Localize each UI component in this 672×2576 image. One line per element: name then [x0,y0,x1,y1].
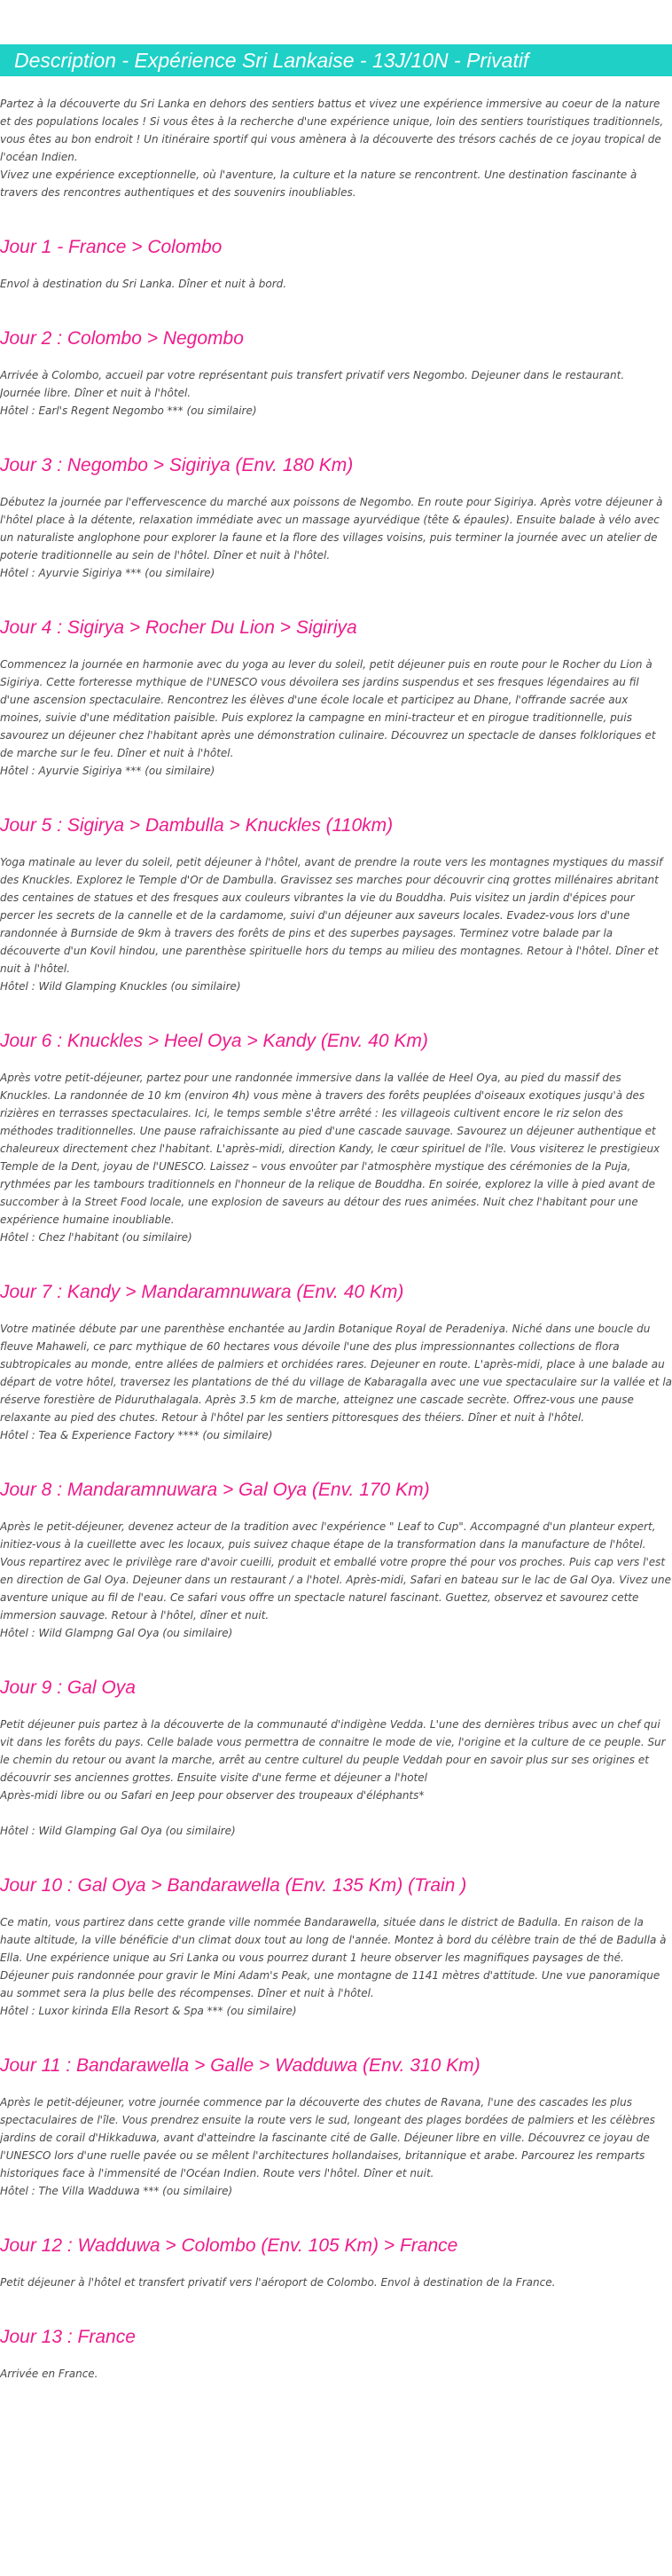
day-text-line: Après votre petit-déjeuner, partez pour une randonnée immersive dans la vallée de Heel Oya, au pied du massif des Knuckles. La randonnée de 10 km (environ 4h) vous mène à travers des forêts peuplées d'oiseaux exotiques jusqu'à des rizières en terrasses spectaculaires. Ici, le temps semble s'être arrêté : les villageois cultivent encore le riz selon des méthodes traditionnelles. Une pause rafraichissante au pied d'une cascade sauvage. Savourez un déjeuner authentique et chaleureux directement chez l'habitant. L'après-midi, direction Kandy, le cœur spirituel de l'île. Vous visiterez le prestigieux Temple de la Dent, joyau de l'UNESCO. Laissez – vous envoûter par l'atmosphère mystique des cérémonies de la Puja, rythmées par les tambours traditionnels en l'honneur de la relique de Bouddha. En soirée, explorez la ville à pied avant de succomber à la Street Food locale, une explosion de saveurs au détour des rues animées. Nuit chez l'habitant pour une expérience humaine inoubliable. [0,1072,660,1226]
day-text-line: Hôtel : Ayurvie Sigiriya *** (ou similaire) [0,567,215,579]
day-description [0,275,672,293]
spacer [0,259,672,275]
day-section [0,327,672,420]
day-title: Jour 7 : Kandy > Mandaramnuwara (Env. 40 Km) [0,1282,404,1302]
spacer [0,2349,672,2365]
day-description [0,1913,672,2020]
day-description [0,656,672,780]
day-description [0,1320,672,1444]
spacer [0,201,672,236]
spacer [0,995,672,1030]
day-text-line: Votre matinée débute par une parenthèse enchantée au Jardin Botanique Royal de Peradeniya. Niché dans une boucle du fleuve Mahaweli, ce parc mythique de 60 hectares vous dévoile l'une des plus impressionnantes collections de flora subtropicales au monde, entre allées de palmiers et orchidées rares. Dejeuner en route. L'après-midi, place à une balade au départ de votre hôtel, traversez les plantations de thé du village de Kabaragalla avec une vue spectaculaire sur la vallée et la réserve forestière de Piduruthalagala. Après 3.5 km de marche, atteignez une cascade secrète. Offrez-vous une pause relaxante au pied des chutes. Retour à l'hôtel par les sentiers pittoresques des théiers. Dîner et nuit à l'hôtel. [0,1323,672,1424]
day-title: Jour 9 : Gal Oya [0,1677,136,1698]
day-text-line: Après le petit-déjeuner, votre journée commence par la découverte des chutes de Ravana, l'une des cascades les plus spectaculaires de l'île. Vous prendrez ensuite la route vers le sud, longeant des plages bordées de palmiers et les célèbres jardins de corail d'Hikkaduwa, avant d'atteindre la fascinante cité de Galle. Déjeuner libre en ville. Découvrez ce joyau de l'UNESCO lors d'une ruelle pavée ou se mêlent l'architectures hollandaises, britannique et arabe. Parcourez les remparts historiques face à l'immensité de l'Océan Indien. Route vers l'hôtel. Dîner et nuit. [0,2096,655,2179]
day-text-line: Arrivée en France. [0,2368,98,2380]
spacer [0,780,672,814]
day-text-line: Hôtel : Wild Glampng Gal Oya (ou similaire) [0,1627,233,1639]
day-title: Jour 12 : Wadduwa > Colombo (Env. 105 Km) > France [0,2235,458,2256]
day-text-line: Journée libre. Dîner et nuit à l'hôtel. [0,387,191,399]
day-title: Jour 8 : Mandaramnuwara > Gal Oya (Env. 170 Km) [0,1480,430,1500]
day-text-line: Petit déjeuner à l'hôtel et transfert privatif vers l'aéroport de Colombo. Envol à destination de la France. [0,2276,556,2289]
day-title: Jour 2 : Colombo > Negombo [0,328,244,349]
intro-paragraph: Partez à la découverte du Sri Lanka en dehors des sentiers battus et vivez une expérience immersive au coeur de la nature et des populations locales ! Si vous êtes à la recherche d'une expérience unique, loin des sentiers touristiques traditionnels, vous êtes au bon endroit ! Un itinéraire sportif qui vous amènera à la découverte des trésors cachés de ce joyau tropical de l'océan Indien. [0,98,664,163]
day-title: Jour 4 : Sigirya > Rocher Du Lion > Sigiriya [0,617,357,638]
day-section [0,1677,672,1840]
intro-paragraph: Vivez une expérience exceptionnelle, où l'aventure, la culture et la nature se rencontrent. Une destination fascinante à travers des rencontres authentiques et des souvenirs inoubliables. [0,169,637,199]
itinerary [0,201,672,2383]
header-banner [0,44,672,76]
day-title: Jour 5 : Sigirya > Dambulla > Knuckles (110km) [0,815,394,836]
day-description [0,1518,672,1642]
spacer [0,582,672,617]
day-text-line: Ce matin, vous partirez dans cette grande ville nommée Bandarawella, située dans le district de Badulla. En raison de la haute altitude, la ville bénéficie d'un climat doux tout au long de l'année. Montez à bord du célèbre train de thé de Badulla à Ella. Une expérience unique au Sri Lanka ou vous pourrez durant 1 heure observer les magnifiques paysages de thé. Déjeuner puis randonnée pour gravir le Mini Adam's Peak, une montagne de 1141 mètres d'attitude. Une vue panoramique au sommet sera la plus belle des récompenses. Dîner et nuit à l'hôtel. [0,1916,667,1999]
day-description [0,853,672,995]
day-text-line: Hôtel : Wild Glamping Knuckles (ou similaire) [0,980,241,993]
page-title: Description - Expérience Sri Lankaise - 13J/10N - Privatif [14,48,529,72]
spacer [0,2020,672,2054]
day-description [0,366,672,420]
day-text-line: Envol à destination du Sri Lanka. Dîner et nuit à bord. [0,278,287,290]
day-text-line: Petit déjeuner puis partez à la découverte de la communauté d'indigène Vedda. L'une des dernières tribus avec un chef qui vit dans les forêts du pays. Celle balade vous permettra de connaitre le mode de vie, l'origine et la culture de ce peuple. Sur le chemin du retour ou avant la marche, arrêt au centre culturel du peuple Veddah pour en savoir plus sur ses origines et découvrir ses anciennes grottes. Ensuite visite d'une ferme et déjeuner a l'hotel [0,1718,666,1784]
day-description [0,2365,672,2383]
spacer [0,477,672,493]
spacer [0,420,672,454]
day-section [0,814,672,995]
spacer [0,1502,672,1518]
day-title: Jour 13 : France [0,2327,136,2347]
day-text-line: Hôtel : The Villa Wadduwa *** (ou similaire) [0,2185,233,2197]
day-description [0,1716,672,1840]
spacer [0,1642,672,1677]
day-text-line: Arrivée à Colombo, accueil par votre représentant puis transfert privatif vers Negombo. Dejeuner dans le restaurant. [0,369,625,381]
day-section [0,1030,672,1246]
spacer [0,1304,672,1320]
day-description [0,2093,672,2200]
day-title: Jour 11 : Bandarawella > Galle > Wadduwa (Env. 310 Km) [0,2055,481,2076]
intro-text [0,95,670,201]
spacer [0,2258,672,2274]
day-text-line: Hôtel : Ayurvie Sigiriya *** (ou similaire) [0,765,215,777]
day-text-line: Débutez la journée par l'effervescence du marché aux poissons de Negombo. En route pour Sigiriya. Après votre déjeuner à l'hôtel place à la détente, relaxation immédiate avec un massage ayurvédique (tête & épaules). Ensuite balade à vélo avec un naturaliste anglophone pour explorer la faune et la flore des villages voisins, puis terminer la journée avec un atelier de poterie traditionnelle au sein de l'hôtel. Dîner et nuit à l'hôtel. [0,496,663,562]
day-text-line: Hôtel : Chez l'habitant (ou similaire) [0,1231,192,1244]
day-title: Jour 1 - France > Colombo [0,237,223,257]
spacer [0,1700,672,1716]
day-title: Jour 6 : Knuckles > Heel Oya > Kandy (Env. 40 Km) [0,1031,428,1051]
day-text-line [0,1804,672,1822]
day-description [0,493,672,582]
spacer [0,640,672,656]
spacer [0,1840,672,1874]
day-text-line: Hôtel : Tea & Experience Factory **** (ou similaire) [0,1429,273,1441]
day-text-line: Commencez la journée en harmonie avec du yoga au lever du soleil, petit déjeuner puis en route pour le Rocher du Lion à Sigiriya. Cette forteresse mythique de l'UNESCO vous dévoilera ses jardins suspendus et ses fresques légendaires au fil d'une ascension spectaculaire. Rencontrez les élèves d'une école locale et participez au Dhane, l'offrande sacrée aux moines, suivie d'une méditation paisible. Puis explorez la campagne en mini-tracteur et en pirogue traditionnelle, puis savourez un déjeuner chez l'habitant après une démonstration culinaire. Découvrez un spectacle de danses folkloriques et de marche sur le feu. Dîner et nuit à l'hôtel. [0,658,656,759]
spacer [0,1897,672,1913]
day-section [0,1281,672,1444]
day-section [0,2326,672,2383]
spacer [0,837,672,853]
spacer [0,2077,672,2093]
day-section [0,1479,672,1642]
day-text-line: Hôtel : Luxor kirinda Ella Resort & Spa *** (ou similaire) [0,2005,297,2017]
day-title: Jour 10 : Gal Oya > Bandarawella (Env. 135 Km) (Train ) [0,1875,467,1896]
day-text-line: Yoga matinale au lever du soleil, petit déjeuner à l'hôtel, avant de prendre la route vers les montagnes mystiques du massif des Knuckles. Explorez le Temple d'Or de Dambulla. Gravissez ses marches pour découvrir cinq grottes millénaires abritant des centaines de statues et des fresques aux couleurs vibrantes la vie du Bouddha. Puis visitez un jardin d'épices pour percer les secrets de la cannelle et de la cardamome, suivi d'un déjeuner aux saveurs locales. Evadez-vous lors d'une randonnée à Burnside de 9km à travers des forêts de pins et des superbes paysages. Terminez votre balade par la découverte d'un Kovil hindou, une parenthèse spirituelle hors du temps au milieu des montagnes. Retour à l'hôtel. Dîner et nuit à l'hôtel. [0,856,663,975]
day-description [0,2274,672,2291]
day-text-line: Après le petit-déjeuner, devenez acteur de la tradition avec l'expérience " Leaf to Cup". Accompagné d'un planteur expert, initiez-vous à la cueillette avec les locaux, puis suivez chaque étape de la transformation dans la manufacture de l'hôtel. Vous repartirez avec le privilège rare d'avoir cueilli, produit et emballé votre propre thé pour vos proches. Puis cap vers l'est en direction de Gal Oya. Dejeuner dans un restaurant / a l'hotel. Après-midi, Safari en bateau sur le lac de Gal Oya. Vivez une aventure unique au fil de l'eau. Ce safari vous offre un spectacle naturel fascinant. Guettez, observez et savourez cette immersion sauvage. Retour à l'hôtel, dîner et nuit. [0,1520,671,1622]
spacer [0,1053,672,1069]
day-text-line: Après-midi libre ou ou Safari en Jeep pour observer des troupeaux d'éléphants* [0,1789,425,1802]
day-section [0,454,672,582]
spacer [0,2200,672,2234]
day-section [0,2054,672,2200]
spacer [0,2291,672,2326]
day-text-line: Hôtel : Wild Glamping Gal Oya (ou similaire) [0,1825,236,1837]
spacer [0,293,672,327]
day-text-line: Hôtel : Earl's Regent Negombo *** (ou similaire) [0,404,257,417]
day-title: Jour 3 : Negombo > Sigiriya (Env. 180 Km) [0,455,354,475]
day-section [0,1874,672,2020]
spacer [0,1246,672,1281]
day-description [0,1069,672,1246]
spacer [0,1444,672,1479]
day-section [0,617,672,780]
spacer [0,350,672,366]
day-section [0,2234,672,2291]
day-section [0,236,672,293]
